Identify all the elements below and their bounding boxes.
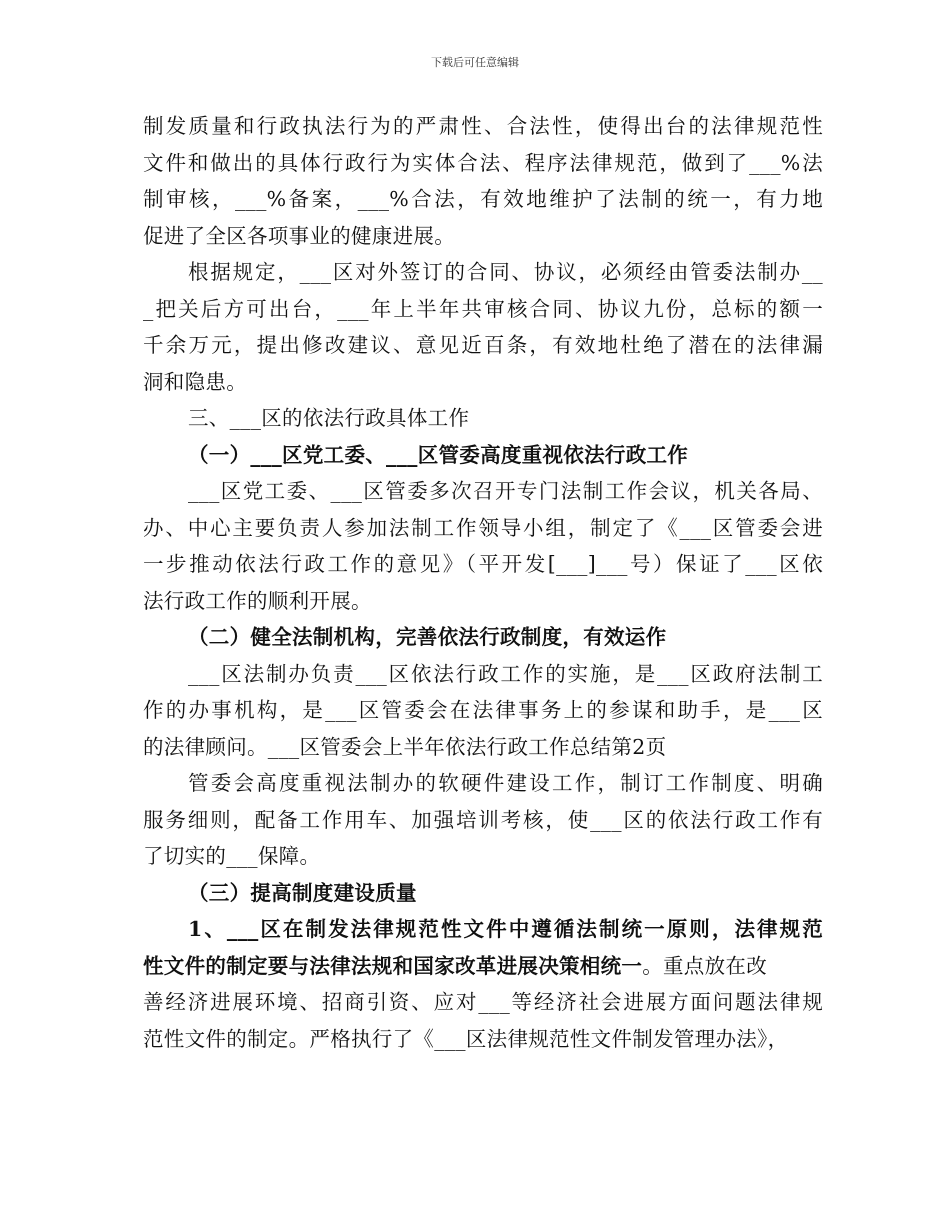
body-line: 的法律顾问。___区管委会上半年依法行政工作总结第2页: [143, 734, 667, 759]
section-heading: 三、___区的依法行政具体工作: [188, 406, 470, 430]
body-line: _把关后方可出台，___年上半年共审核合同、协议九份，总标的额一: [143, 296, 823, 321]
body-line: 范性文件的制定。严格执行了《___区法律规范性文件制发管理办法》，: [143, 1026, 789, 1051]
body-line: ___区党工委、___区管委多次召开专门法制工作会议，机关各局、: [188, 479, 823, 503]
bold-body-line: 1、___区在制发法律规范性文件中遵循法制统一原则，法律规范: [188, 917, 823, 941]
body-line: ___区法制办负责___区依法行政工作的实施，是___区政府法制工: [188, 661, 823, 686]
subsection-heading: （三）提高制度建设质量: [188, 880, 417, 905]
body-line: 制审核，___%备案，___%合法，有效地维护了法制的统一，有力地: [143, 187, 823, 211]
body-line: 办、中心主要负责人参加法制工作领导小组，制定了《___区管委会进: [143, 515, 823, 540]
mixed-body-line: [143, 948, 823, 985]
body-line: 法行政工作的顺利开展。: [143, 588, 372, 613]
bold-run: 性文件的制定要与法律法规和国家改革进展决策相统一: [143, 953, 643, 978]
body-line: 作的办事机构，是___区管委会在法律事务上的参谋和助手，是___区: [143, 698, 823, 722]
body-line: 了切实的___保障。: [143, 844, 321, 868]
body-line: 制发质量和行政执法行为的严肃性、合法性，使得出台的法律规范性: [143, 114, 823, 138]
plain-run: 。重点放在改: [642, 953, 768, 978]
page-header: 下载后可任意编辑: [431, 56, 519, 69]
document-body: [143, 108, 823, 1057]
body-line: 文件和做出的具体行政行为实体合法、程序法律规范，做到了___%法: [143, 150, 823, 175]
body-line: 促进了全区各项事业的健康进展。: [143, 223, 455, 248]
body-line: 一步推动依法行政工作的意见》（平开发[___]___号）保证了___区依: [143, 552, 823, 576]
body-line: 千余万元，提出修改建议、意见近百条，有效地杜绝了潜在的法律漏: [143, 333, 823, 357]
body-line: 管委会高度重视法制办的软硬件建设工作，制订工作制度、明确: [188, 771, 823, 795]
subsection-heading: （二）健全法制机构，完善依法行政制度，有效运作: [188, 625, 667, 649]
body-line: 服务细则，配备工作用车、加强培训考核，使___区的依法行政工作有: [143, 807, 823, 832]
body-line: 洞和隐患。: [143, 369, 247, 394]
body-line: 善经济进展环境、招商引资、应对___等经济社会进展方面问题法律规: [143, 990, 823, 1014]
body-line: 根据规定，___区对外签订的合同、协议，必须经由管委法制办__: [188, 260, 823, 284]
subsection-heading: （一）___区党工委、___区管委高度重视依法行政工作: [188, 442, 689, 467]
